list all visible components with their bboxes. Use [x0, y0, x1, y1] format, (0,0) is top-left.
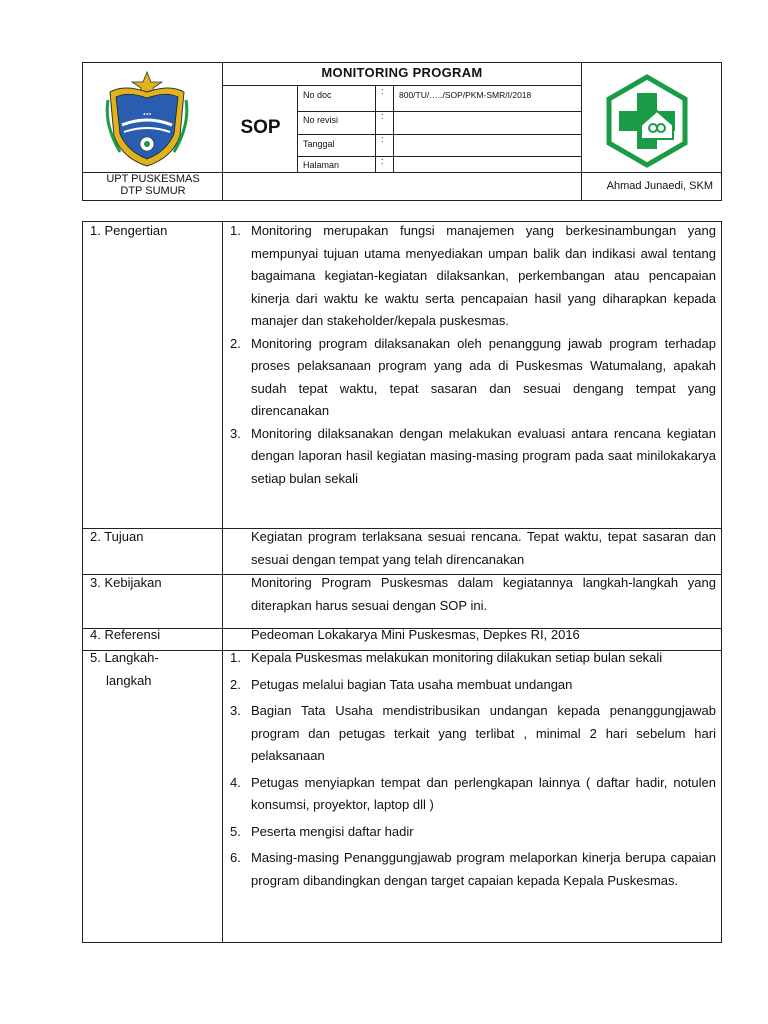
- list-item: 4. Petugas menyiapkan tempat dan perlengkapan lainnya ( daftar hadir, notulen konsumsi, proyektor, laptop dll ): [230, 774, 716, 812]
- section-pengertian-content: [230, 220, 716, 490]
- halaman-label: Halaman: [303, 160, 340, 170]
- section-langkah-label: 5. Langkah- langkah: [90, 650, 159, 688]
- sop-label: SOP: [240, 117, 281, 138]
- list-item: 2. Monitoring program dilaksanakan oleh penanggung jawab program terhadap proses pelaksanaan program yang ada di Puskesmas Watumalang, apakah sudah tepat waktu, tepat sasaran dan sesuai dengang tempat yang direncanakan: [230, 335, 716, 418]
- no-doc-colon: :: [381, 86, 384, 96]
- list-item: 5. Peserta mengisi daftar hadir: [230, 823, 414, 839]
- list-item: 3. Bagian Tata Usaha mendistribusikan undangan kepada penanggungjawab program dan petugas terkait yang terlibat , minimal 2 hari sebelum hari pelaksanaan: [230, 703, 716, 763]
- list-item: 6. Masing-masing Penanggungjawab program melaporkan kinerja berupa capaian program dibandingkan dengan target capaian kepada Kepala Puskesmas.: [230, 850, 716, 888]
- halaman-colon: :: [381, 156, 384, 166]
- section-tujuan-content: Kegiatan program terlaksana sesuai rencana. Tepat waktu, tepat sasaran dan sesuai dengan tempat yang telah direncanakan: [251, 529, 716, 567]
- tanggal-label: Tanggal: [303, 139, 335, 149]
- unit-name: UPT PUSKESMAS DTP SUMUR: [106, 173, 200, 197]
- section-tujuan-label: 2. Tujuan: [90, 529, 144, 544]
- puskesmas-logo: [599, 73, 695, 169]
- no-revisi-colon: :: [381, 111, 384, 121]
- section-referensi-content: Pedeoman Lokakarya Mini Puskesmas, Depkes RI, 2016: [251, 627, 580, 642]
- district-emblem-logo: [102, 70, 192, 170]
- section-kebijakan-content: Monitoring Program Puskesmas dalam kegiatannya langkah-langkah yang diterapkan harus sesuai dengan SOP ini.: [251, 575, 716, 613]
- section-pengertian-label: 1. Pengertian: [90, 223, 168, 238]
- document-title: MONITORING PROGRAM: [321, 65, 483, 80]
- svg-text:ᐧᐧᐧ: ᐧᐧᐧ: [142, 109, 152, 121]
- no-doc-value: 800/TU/…../SOP/PKM-SMR/I/2018: [399, 90, 532, 100]
- list-item: 1. Kepala Puskesmas melakukan monitoring dilakukan setiap bulan sekali: [230, 650, 663, 665]
- sop-header-table: [82, 62, 722, 201]
- list-item: 2. Petugas melalui bagian Tata usaha membuat undangan: [230, 676, 573, 692]
- no-doc-label: No doc: [303, 90, 332, 100]
- section-kebijakan-label: 3. Kebijakan: [90, 575, 162, 590]
- list-item: 3. Monitoring dilaksanakan dengan melakukan evaluasi antara rencana kegiatan dengan laporan hasil kegiatan masing-masing program pada saat minilokakarya setiap bulan sekali: [230, 425, 716, 486]
- no-revisi-label: No revisi: [303, 115, 339, 125]
- signer-name: Ahmad Junaedi, SKM: [606, 180, 713, 192]
- list-item: 1. Monitoring merupakan fungsi manajemen yang berkesinambungan yang mempunyai tujuan utama menyediakan umpan balik dan indikasi awal tentang bagaimana kegiatan-kegiatan dilaksankan, perkembangan atau pencapaian kinerja dari waktu ke waktu serta pencapaian hasil yang diharapkan kepada manajer dan stakeholder/kepala puskesmas.: [230, 223, 716, 328]
- sop-body-table: [82, 221, 722, 943]
- section-langkah-content: [230, 647, 716, 892]
- tanggal-colon: :: [381, 134, 384, 144]
- section-referensi-label: 4. Referensi: [90, 627, 161, 642]
